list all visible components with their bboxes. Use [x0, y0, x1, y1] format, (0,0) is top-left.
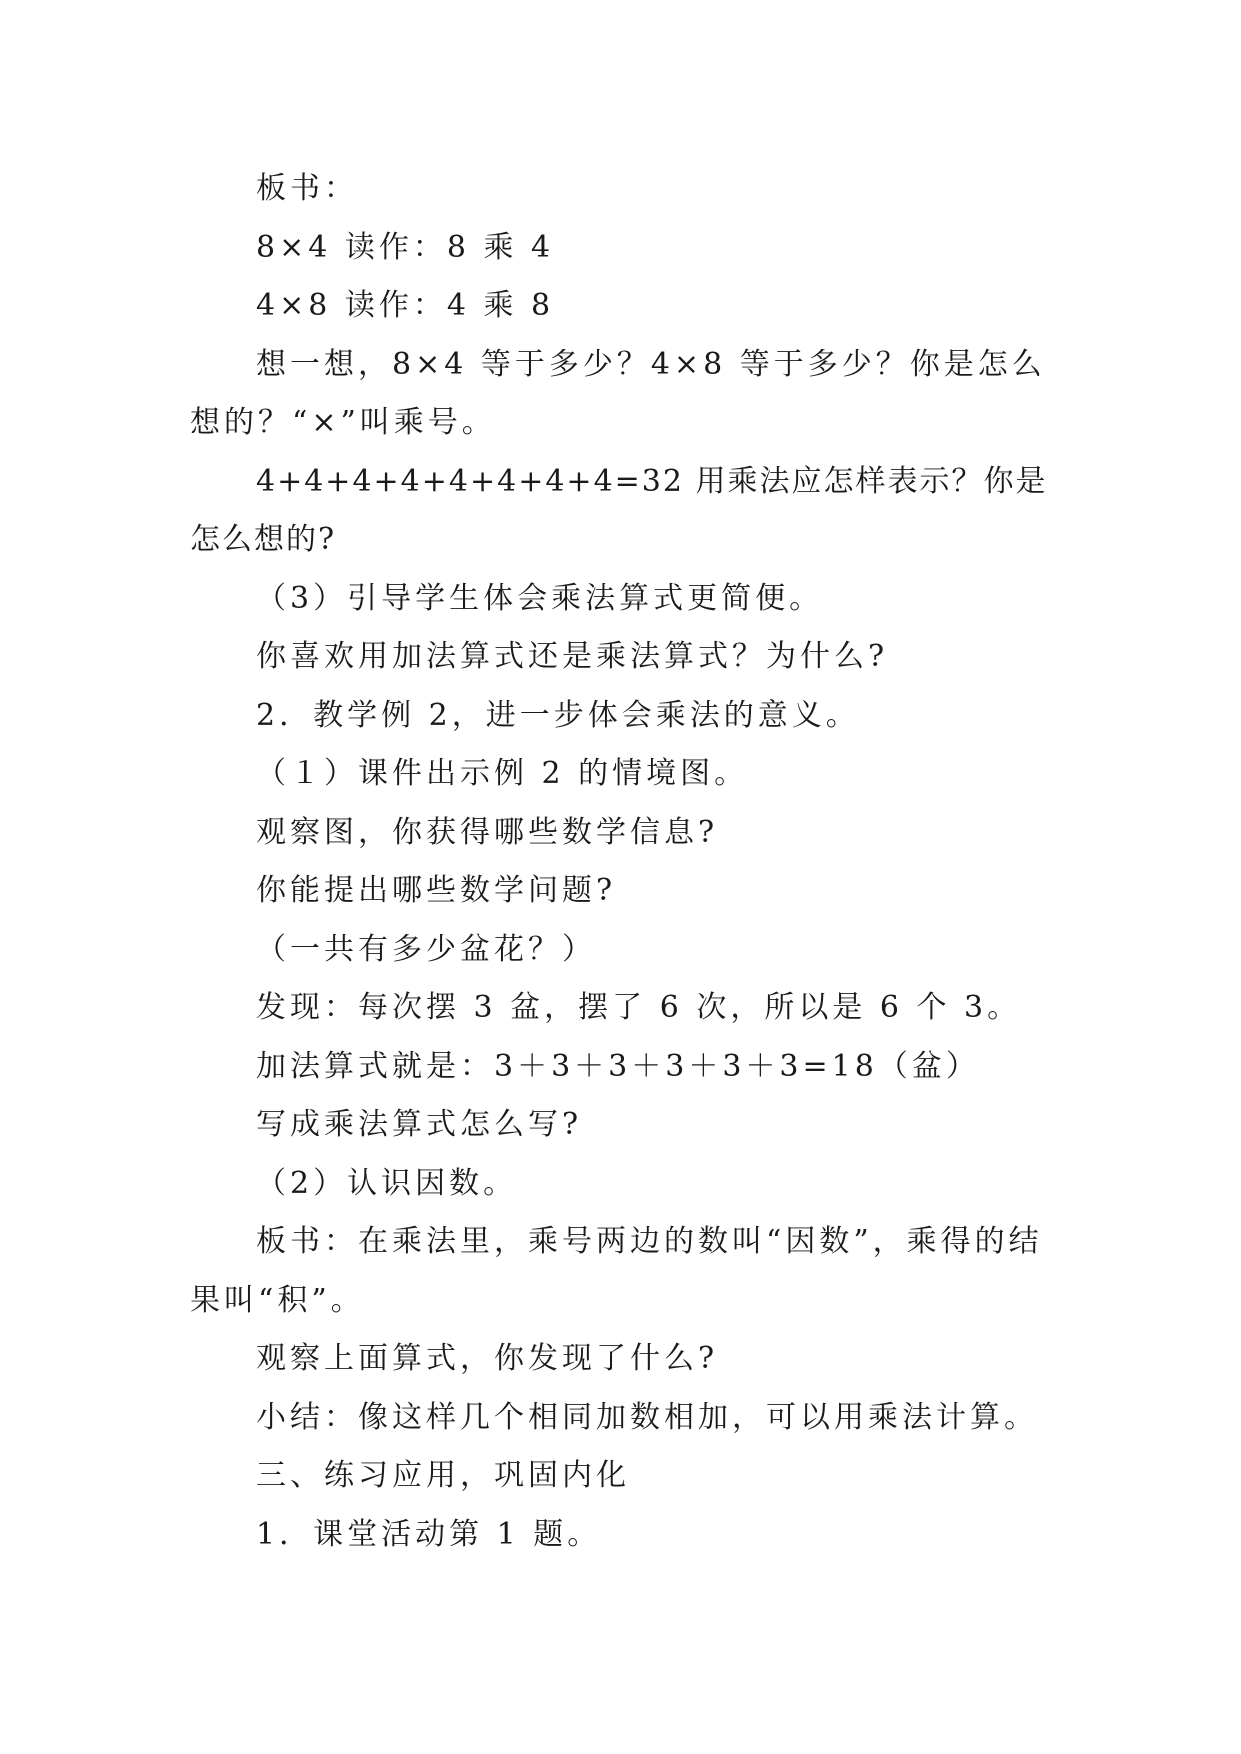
paragraph-factor-definition: 板书：在乘法里，乘号两边的数叫“因数”，乘得的结果叫“积”。 [190, 1224, 1043, 1318]
paragraph-ask-question: 你能提出哪些数学问题? [256, 873, 617, 908]
paragraph-step-2-factors: （2）认识因数。 [256, 1165, 518, 1201]
document-body [190, 160, 1070, 1564]
paragraph-board-heading: 板书： [256, 171, 358, 206]
paragraph-flower-question: （一共有多少盆花？） [256, 931, 596, 967]
paragraph-activity-1: 1．课堂活动第 1 题。 [256, 1516, 602, 1552]
paragraph-preference-question: 你喜欢用加法算式还是乘法算式？为什么? [256, 639, 889, 674]
paragraph-think-question: 想一想，8×4 等于多少？4×8 等于多少？你是怎么想的？“×”叫乘号。 [190, 346, 1046, 440]
paragraph-addition-formula: 加法算式就是：3＋3＋3＋3＋3＋3=18（盆） [256, 1048, 980, 1084]
paragraph-section-3-heading: 三、练习应用，巩固内化 [256, 1458, 630, 1493]
paragraph-step-1-courseware: （１）课件出示例 2 的情境图。 [256, 756, 749, 791]
paragraph-step-3: （3）引导学生体会乘法算式更简便。 [256, 580, 824, 616]
paragraph-observe-formulas: 观察上面算式，你发现了什么? [256, 1341, 719, 1376]
paragraph-example-2-heading: 2．教学例 2，进一步体会乘法的意义。 [256, 697, 860, 733]
paragraph-addition-to-multiplication: 4+4+4+4+4+4+4+4=32 用乘法应怎样表示？你是怎么想的? [190, 463, 1048, 557]
paragraph-4x8-reading: 4×8 读作：4 乘 8 [256, 288, 555, 323]
paragraph-write-multiplication: 写成乘法算式怎么写? [256, 1107, 583, 1142]
paragraph-discovery: 发现：每次摆 3 盆，摆了 6 次，所以是 6 个 3。 [256, 990, 1022, 1025]
paragraph-observe-question: 观察图，你获得哪些数学信息? [256, 814, 719, 850]
paragraph-8x4-reading: 8×4 读作：8 乘 4 [256, 229, 555, 265]
paragraph-summary: 小结：像这样几个相同加数相加，可以用乘法计算。 [256, 1399, 1038, 1435]
